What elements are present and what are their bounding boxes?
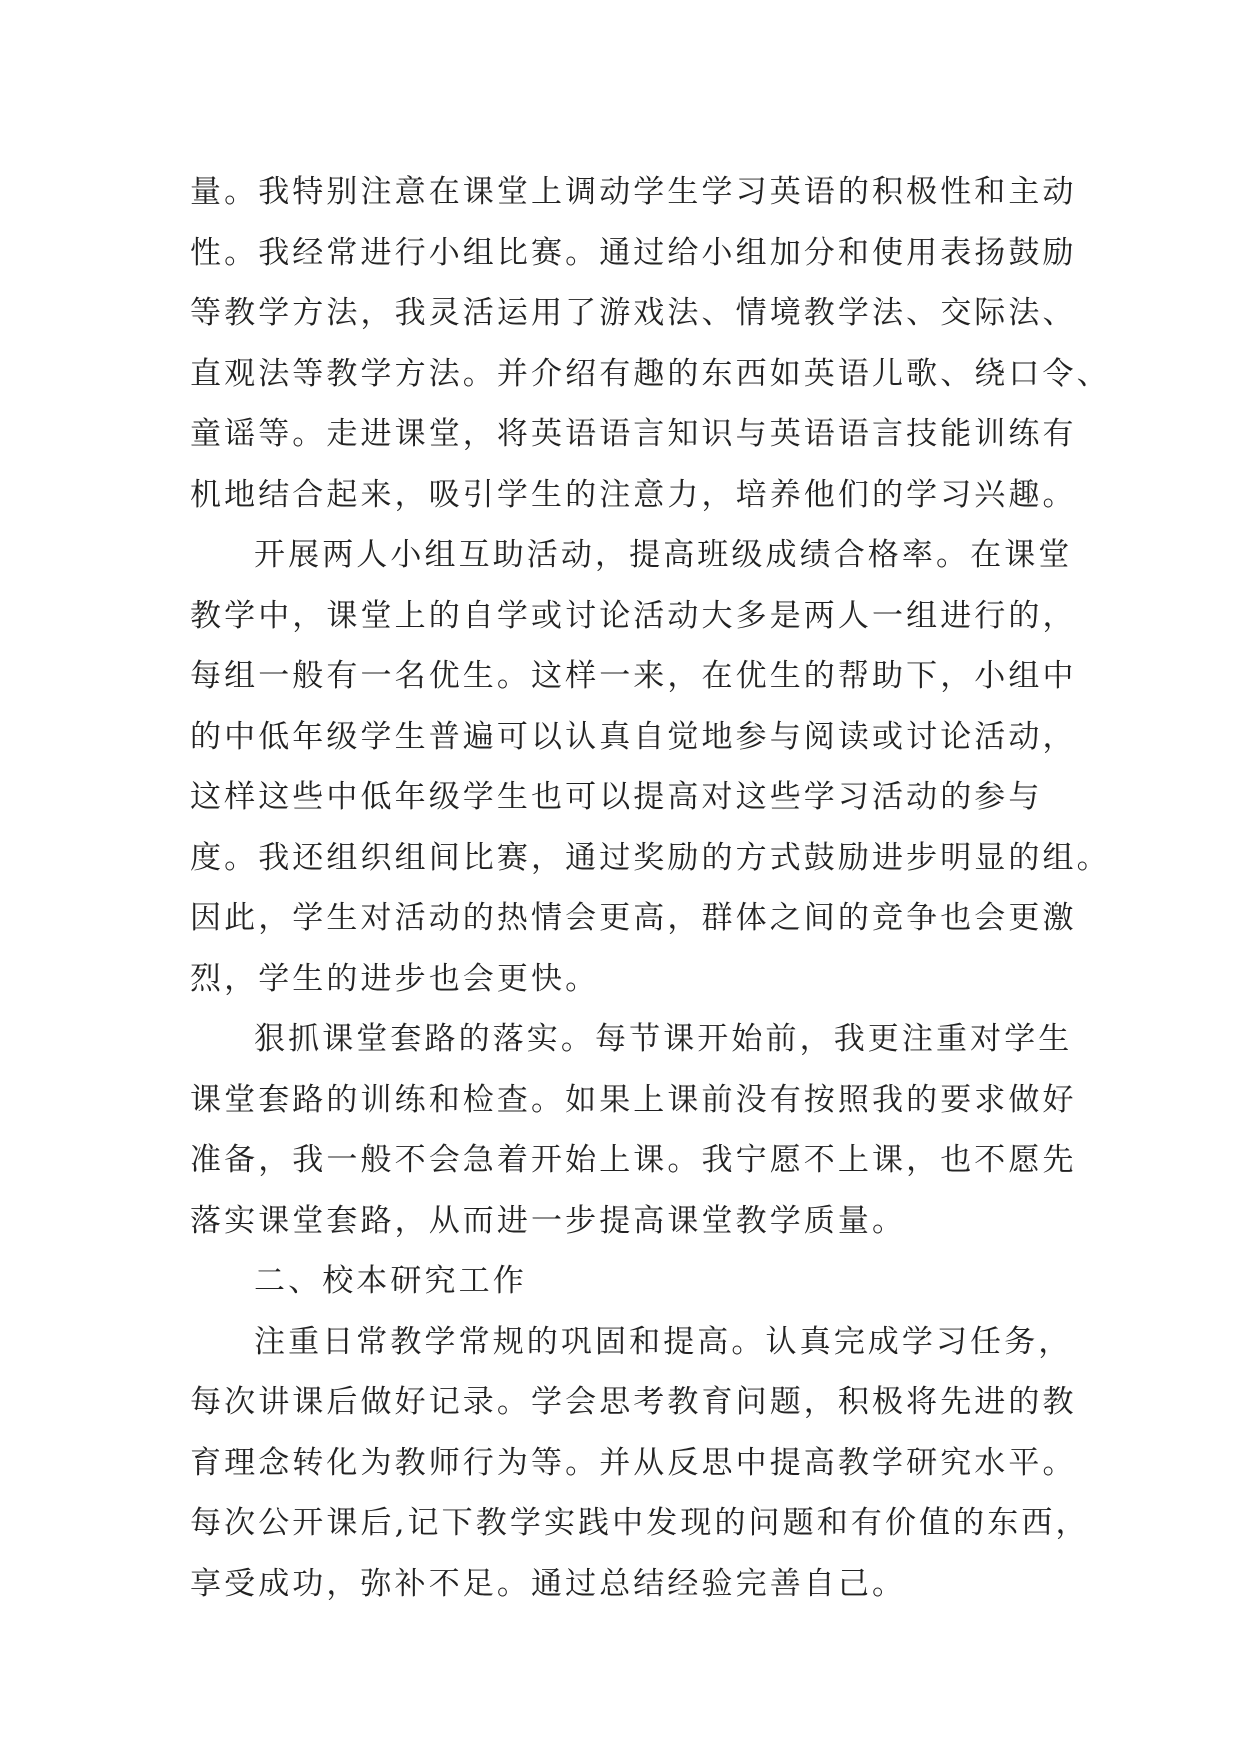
text-line: 这样这些中低年级学生也可以提高对这些学习活动的参与: [190, 779, 1043, 815]
text-line: 度。我还组织组间比赛，通过奖励的方式鼓励进步明显的组。: [190, 839, 1111, 876]
text-line: 落实课堂套路，从而进一步提高课堂教学质量。: [190, 1202, 907, 1239]
text-line: 准备，我一般不会急着开始上课。我宁愿不上课，也不愿先: [190, 1142, 1077, 1178]
document-body: [190, 162, 1111, 1614]
text-line: 机地结合起来，吸引学生的注意力，培养他们的学习兴趣。: [190, 476, 1077, 513]
text-line: 教学中，课堂上的自学或讨论活动大多是两人一组进行的，: [190, 597, 1077, 634]
text-line: 烈，学生的进步也会更快。: [190, 960, 600, 997]
text-line: 等教学方法，我灵活运用了游戏法、情境教学法、交际法、: [190, 295, 1077, 331]
text-line: 童谣等。走进课堂，将英语语言知识与英语语言技能训练有: [190, 416, 1077, 452]
text-line: 享受成功，弥补不足。通过总结经验完善自己。: [190, 1565, 907, 1602]
text-line: 育理念转化为教师行为等。并从反思中提高教学研究水平。: [190, 1444, 1077, 1481]
text-line: 注重日常教学常规的巩固和提高。认真完成学习任务，: [254, 1323, 1073, 1360]
paragraph-research-work: [190, 1312, 1090, 1615]
text-line: 狠抓课堂套路的落实。每节课开始前，我更注重对学生: [254, 1021, 1073, 1057]
text-line: 因此，学生对活动的热情会更高，群体之间的竞争也会更激: [190, 900, 1077, 936]
text-line: 直观法等教学方法。并介绍有趣的东西如英语儿歌、绕口令、: [190, 355, 1111, 392]
paragraph-pair-groups: [190, 525, 1111, 1009]
text-line: 每组一般有一名优生。这样一来，在优生的帮助下，小组中: [190, 658, 1077, 694]
text-line: 开展两人小组互助活动，提高班级成绩合格率。在课堂: [254, 537, 1073, 573]
text-line: 课堂套路的训练和检查。如果上课前没有按照我的要求做好: [190, 1081, 1077, 1118]
text-line: 每次公开课后,记下教学实践中发现的问题和有价值的东西，: [190, 1505, 1090, 1541]
text-line: 的中低年级学生普遍可以认真自觉地参与阅读或讨论活动，: [190, 718, 1077, 755]
text-line: 量。我特别注意在课堂上调动学生学习英语的积极性和主动: [190, 174, 1077, 210]
section-heading: [190, 1251, 1070, 1312]
text-line: 每次讲课后做好记录。学会思考教育问题，积极将先进的教: [190, 1384, 1077, 1420]
paragraph-classroom-routine: [190, 1009, 1077, 1251]
paragraph-continuation: [190, 162, 1111, 525]
heading-line: 二、校本研究工作: [254, 1263, 527, 1299]
text-line: 性。我经常进行小组比赛。通过给小组加分和使用表扬鼓励: [190, 234, 1077, 271]
